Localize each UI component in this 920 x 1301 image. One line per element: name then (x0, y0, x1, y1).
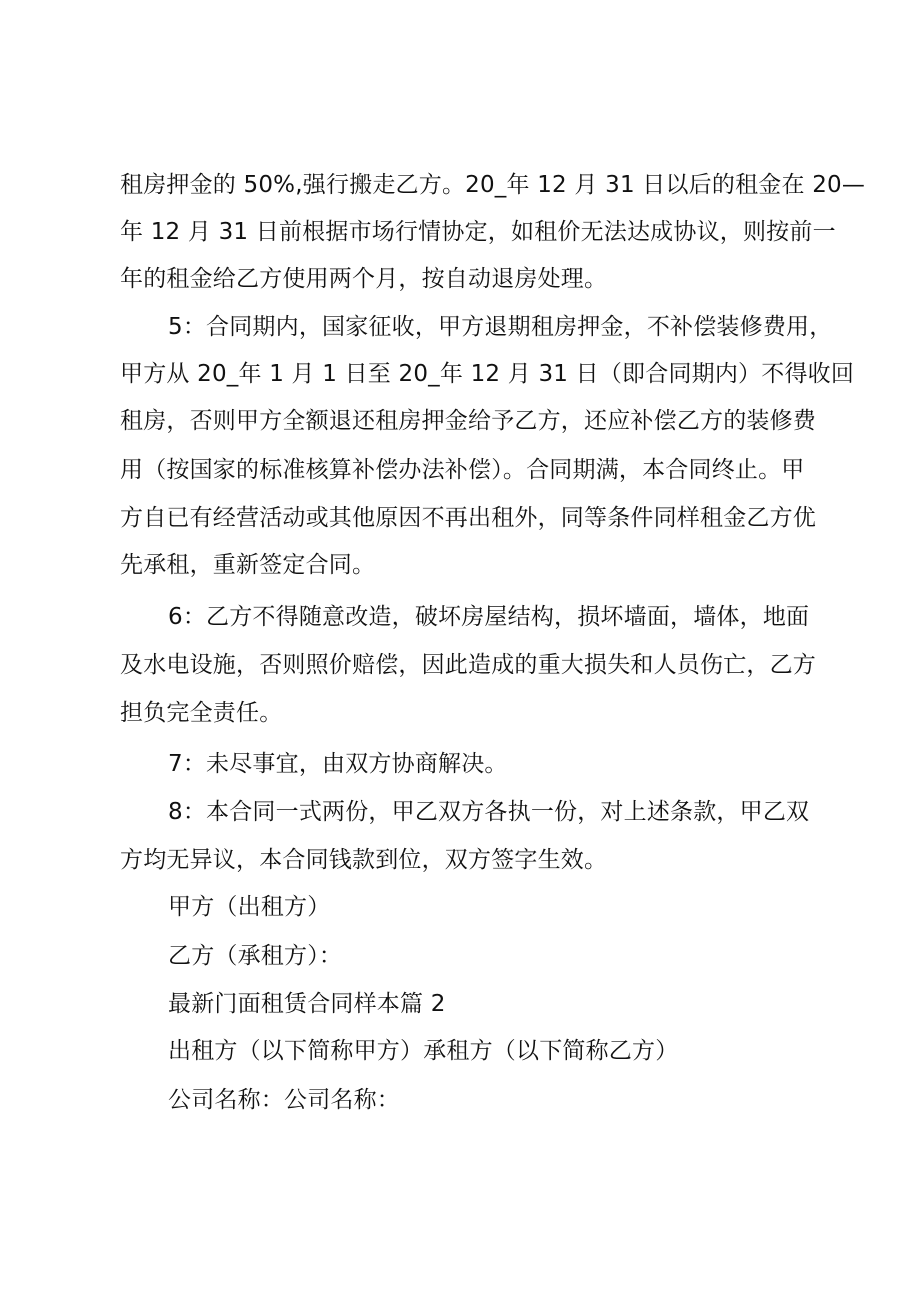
text-line: 方自已有经营活动或其他原因不再出租外，同等条件同样租金乙方优 (120, 505, 816, 531)
clause-8-line: 8：本合同一式两份，甲乙双方各执一份，对上述条款，甲乙双 (168, 799, 810, 825)
text-line: 年 12 月 31 日前根据市场行情协定，如租价无法达成协议，则按前一 (120, 219, 836, 245)
text-line: 甲方从 20_年 1 月 1 日至 20_年 12 月 31 日（即合同期内）不得收回 (120, 361, 855, 387)
party-b-label: 乙方（承租方）： (168, 943, 343, 969)
clause-5-line: 5：合同期内，国家征收，甲方退期租房押金，不补偿装修费用， (168, 314, 833, 340)
party-a-label: 甲方（出租方） (168, 894, 331, 920)
text-line: 用（按国家的标准核算补偿办法补偿）。合同期满，本合同终止。甲 (120, 457, 805, 483)
section-heading: 最新门面租赁合同样本篇 2 (168, 991, 446, 1017)
clause-7-line: 7：未尽事宜，由双方协商解决。 (168, 751, 508, 777)
text-line: 租房，否则甲方全额退还租房押金给予乙方，还应补偿乙方的装修费 (120, 408, 816, 434)
text-line: 年的租金给乙方使用两个月，按自动退房处理。 (120, 266, 608, 292)
text-line: 及水电设施，否则照价赔偿，因此造成的重大损失和人员伤亡，乙方 (120, 652, 816, 678)
clause-6-line: 6：乙方不得随意改造，破坏房屋结构，损坏墙面，墙体，地面 (168, 604, 810, 630)
text-line: 租房押金的 50%,强行搬走乙方。20_年 12 月 31 日以后的租金在 20— (120, 172, 866, 198)
company-name-line: 公司名称：公司名称： (168, 1087, 400, 1113)
text-line: 担负完全责任。 (120, 700, 283, 726)
parties-line: 出租方（以下简称甲方）承租方（以下简称乙方） (168, 1038, 679, 1064)
text-line: 方均无异议，本合同钱款到位，双方签字生效。 (120, 847, 608, 873)
text-line: 先承租，重新签定合同。 (120, 552, 376, 578)
